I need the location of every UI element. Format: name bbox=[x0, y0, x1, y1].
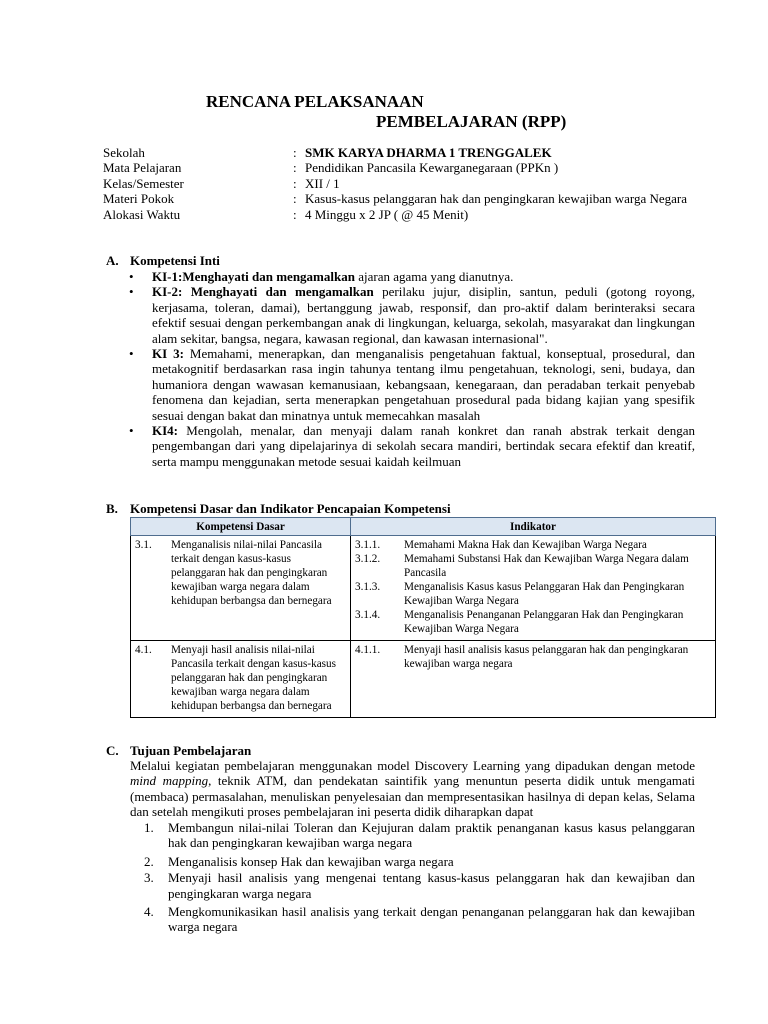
indicator-text: Menganalisis Kasus kasus Pelanggaran Hak dan Pengingkaran Kewajiban Warga Negara bbox=[404, 581, 685, 607]
tujuan-intro bbox=[130, 758, 695, 820]
info-colon: : bbox=[293, 160, 297, 176]
section-title: Kompetensi Dasar dan Indikator Pencapaian Kompetensi bbox=[130, 501, 451, 516]
indicator-item bbox=[355, 608, 711, 636]
info-value: XII / 1 bbox=[305, 175, 340, 191]
indikator-cell bbox=[351, 536, 716, 641]
info-row-mapel bbox=[103, 160, 695, 175]
info-value: Pendidikan Pancasila Kewarganegaraan (PPKn ) bbox=[305, 160, 559, 176]
section-title: Kompetensi Inti bbox=[130, 253, 220, 268]
section-b-heading bbox=[106, 501, 451, 517]
info-value: Kasus-kasus pelanggaran hak dan pengingkaran kewajiban warga Negara bbox=[305, 191, 688, 207]
indicator-number: 3.1.3. bbox=[355, 581, 381, 593]
info-label: Materi Pokok bbox=[103, 191, 175, 207]
list-item bbox=[130, 820, 695, 851]
item-number: 4. bbox=[144, 904, 154, 920]
indicator-number: 3.1.4. bbox=[355, 609, 381, 621]
ki-text: ajaran agama yang dianutnya. bbox=[354, 269, 514, 284]
kd-cell bbox=[131, 536, 351, 641]
indicator-item bbox=[355, 538, 711, 552]
info-value: SMK KARYA DHARMA 1 TRENGGALEK bbox=[305, 145, 552, 160]
section-number: B. bbox=[106, 501, 118, 516]
list-item bbox=[130, 904, 695, 935]
item-number: 3. bbox=[144, 870, 154, 886]
kd-text: Menganalisis nilai-nilai Pancasila terkait dengan kasus-kasus pelanggaran hak dan pengingkaran kewajiban warga negara dalam kehidupan berbangsa dan bernegara bbox=[171, 539, 332, 607]
doc-title-line2: PEMBELAJARAN (RPP) bbox=[376, 112, 567, 131]
table-row bbox=[131, 536, 716, 641]
section-c-heading bbox=[106, 743, 251, 759]
indicator-item bbox=[355, 552, 711, 580]
bullet-icon: • bbox=[129, 269, 134, 284]
intro-text-rest: , teknik ATM, dan pendekatan saintifik yang menuntun peserta didik untuk mengamati (membaca) permasalahan, menuliskan penyelesaian dan mempresentasikan hasilnya di depan kelas, Selama dan setelah mengikuti proses pembelajaran ini peserta didik diharapkan dapat bbox=[130, 773, 695, 820]
info-label: Kelas/Semester bbox=[103, 175, 184, 191]
intro-italic: mind mapping bbox=[130, 773, 209, 789]
doc-title-line1: RENCANA PELAKSANAAN bbox=[206, 92, 424, 111]
bullet-icon: • bbox=[129, 423, 134, 439]
intro-text: Melalui kegiatan pembelajaran menggunakan model Discovery Learning yang dipadukan dengan metode bbox=[130, 758, 695, 773]
indicator-text: Memahami Makna Hak dan Kewajiban Warga Negara bbox=[404, 539, 647, 551]
list-item bbox=[129, 346, 695, 423]
list-item bbox=[130, 854, 695, 869]
kd-item bbox=[135, 643, 346, 713]
ki-text: perilaku jujur, disiplin, santun, peduli (gotong royong, kerjasama, toleran, damai), bertanggung jawab, responsif, dan pro-aktif dalam berinteraksi secara efektif sesuai dengan perkembangan anak di lingkungan, keluarga, sekolah, masyarakat dan lingkungan alam sekitar, bangsa, negara, kawasan regional, dan kawasan internasional". bbox=[152, 284, 695, 346]
item-number: 1. bbox=[144, 820, 154, 835]
section-number: A. bbox=[106, 253, 119, 268]
section-number: C. bbox=[106, 743, 119, 758]
info-row-kelas bbox=[103, 176, 695, 191]
ki-label: KI-2: Menghayati dan mengamalkan bbox=[152, 284, 374, 300]
info-label: Alokasi Waktu bbox=[103, 206, 181, 222]
table-header-indikator: Indikator bbox=[351, 518, 716, 536]
section-a-heading bbox=[106, 253, 220, 269]
info-value: 4 Minggu x 2 JP ( @ 45 Menit) bbox=[305, 206, 469, 222]
indicator-text: Menyaji hasil analisis kasus pelanggaran hak dan pengingkaran kewajiban warga negara bbox=[404, 644, 689, 670]
kd-cell bbox=[131, 641, 351, 718]
info-row-materi bbox=[103, 191, 695, 206]
ki-text: Mengolah, menalar, dan menyaji dalam ranah konkret dan ranah abstrak terkait dengan pengembangan dari yang dipelajarinya di sekolah secara mandiri, bertindak secara efektif dan kreatif, serta mampu menggunakan metode sesuai kaidah keilmuan bbox=[152, 423, 695, 469]
table-header-kd: Kompetensi Dasar bbox=[131, 518, 351, 536]
ki-label: KI4: bbox=[152, 423, 178, 439]
indicator-text: Menganalisis Penanganan Pelanggaran Hak dan Pengingkaran Kewajiban Warga Negara bbox=[404, 609, 684, 635]
indicator-text: Memahami Substansi Hak dan Kewajiban Warga Negara dalam Pancasila bbox=[404, 553, 689, 579]
kd-number: 4.1. bbox=[135, 644, 152, 656]
indicator-number: 4.1.1. bbox=[355, 644, 381, 656]
info-label: Sekolah bbox=[103, 145, 145, 160]
indikator-cell bbox=[351, 641, 716, 718]
kd-indikator-table bbox=[130, 517, 716, 718]
info-row-sekolah bbox=[103, 145, 695, 160]
info-colon: : bbox=[293, 191, 297, 207]
info-colon: : bbox=[293, 145, 297, 160]
list-item bbox=[130, 870, 695, 901]
list-item bbox=[129, 284, 695, 346]
bullet-icon: • bbox=[129, 284, 134, 300]
indicator-item bbox=[355, 643, 711, 671]
table-header-row bbox=[131, 518, 716, 536]
ki-text: Memahami, menerapkan, dan menganalisis pengetahuan faktual, konseptual, prosedural, dan metakognitif berdasarkan rasa ingin tahunya tentang ilmu pengetahuan, teknologi, seni, budaya, dan humaniora dengan wawasan kemanusiaan, kebangsaan, kenegaraan, dan peradaban terkait penyebab fenomena dan kejadian, serta menerapkan pengetahuan prosedural pada bidang kajian yang spesifik sesuai dengan bakat dan minatnya untuk memecahkan masalah bbox=[152, 346, 695, 423]
item-text: Menyaji hasil analisis yang mengenai tentang kasus-kasus pelanggaran hak dan kewajiban dan pengingkaran warga negara bbox=[168, 870, 695, 901]
info-label: Mata Pelajaran bbox=[103, 160, 182, 176]
item-text: Membangun nilai-nilai Toleran dan Kejujuran dalam praktik penanganan kasus kasus pelanggaran hak dan pengingkaran kewajiban warga negara bbox=[168, 820, 695, 851]
bullet-icon: • bbox=[129, 346, 134, 362]
kd-item bbox=[135, 538, 346, 608]
indicator-number: 3.1.1. bbox=[355, 539, 381, 551]
kd-text: Menyaji hasil analisis nilai-nilai Pancasila terkait dengan kasus-kasus pelanggaran hak dan pengingkaran kewajiban warga negara dalam kehidupan berbangsa dan bernegara bbox=[171, 644, 336, 712]
ki-label: KI-1:Menghayati dan mengamalkan bbox=[152, 269, 355, 284]
item-number: 2. bbox=[144, 853, 154, 869]
indicator-item bbox=[355, 580, 711, 608]
ki-label: KI 3: bbox=[152, 346, 184, 362]
table-row bbox=[131, 641, 716, 718]
item-text: Menganalisis konsep Hak dan kewajiban warga negara bbox=[168, 853, 454, 869]
info-colon: : bbox=[293, 175, 297, 191]
list-item bbox=[129, 423, 695, 469]
info-row-alokasi bbox=[103, 207, 695, 222]
list-item bbox=[129, 269, 695, 284]
item-text: Mengkomunikasikan hasil analisis yang terkait dengan penanganan pelanggaran hak dan kewajiban warga negara bbox=[168, 904, 695, 935]
tujuan-list bbox=[130, 820, 695, 938]
indicator-number: 3.1.2. bbox=[355, 553, 381, 565]
identity-block bbox=[103, 145, 695, 222]
ki-list bbox=[129, 269, 695, 469]
info-colon: : bbox=[293, 206, 297, 222]
kd-number: 3.1. bbox=[135, 539, 152, 551]
section-title: Tujuan Pembelajaran bbox=[130, 743, 252, 758]
